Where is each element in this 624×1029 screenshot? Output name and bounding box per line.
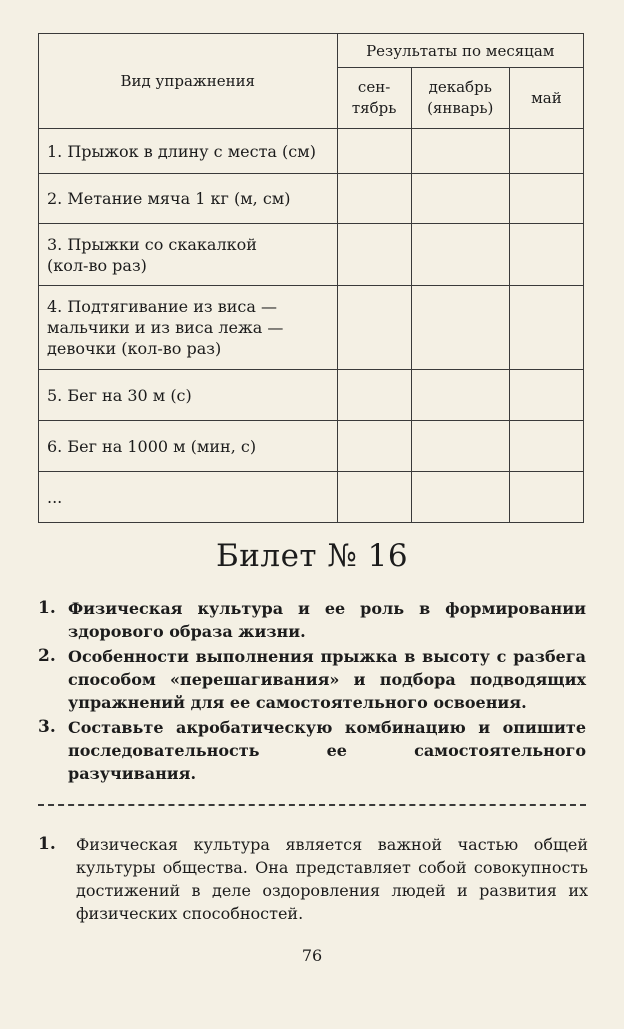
answer-block [38, 833, 588, 925]
result-cell [337, 286, 411, 370]
answer-text: Физическая культура является важной частью общей культуры общества. Она представляет собой совокупность достижений в деле оздоровления людей и развития их физических способностей. [76, 835, 588, 923]
result-cell [337, 421, 411, 472]
ticket-title: Билет № 16 [215, 538, 409, 574]
table-row [39, 472, 584, 523]
question-number: 2. [38, 646, 56, 666]
table-row [39, 174, 584, 224]
exercise-cell: 5. Бег на 30 м (с) [39, 370, 338, 421]
header-results: Результаты по месяцам [337, 34, 583, 68]
header-exercise: Вид упражнения [39, 34, 338, 129]
result-cell [509, 286, 583, 370]
header-month-may: май [509, 68, 583, 129]
result-cell [411, 224, 509, 286]
dashed-divider [38, 804, 586, 806]
result-cell [337, 129, 411, 174]
table-row [39, 286, 584, 370]
result-cell [337, 224, 411, 286]
result-cell [411, 129, 509, 174]
question-number: 1. [38, 598, 56, 618]
result-cell [509, 224, 583, 286]
results-table [38, 33, 584, 523]
question-number: 3. [38, 717, 56, 737]
result-cell [411, 174, 509, 224]
page-number: 76 [301, 946, 323, 965]
table-row [39, 421, 584, 472]
exercise-cell: 2. Метание мяча 1 кг (м, см) [39, 174, 338, 224]
exercise-cell: 3. Прыжки со скакалкой (кол-во раз) [39, 224, 338, 286]
exercise-cell: 4. Подтягивание из виса — мальчики и из виса лежа — девочки (кол-во раз) [39, 286, 338, 370]
header-month-december: декабрь (январь) [411, 68, 509, 129]
result-cell [337, 472, 411, 523]
table-header-row [39, 34, 584, 68]
exercise-cell: 6. Бег на 1000 м (мин, с) [39, 421, 338, 472]
exercise-cell: 1. Прыжок в длину с места (см) [39, 129, 338, 174]
header-month-september: сен- тябрь [337, 68, 411, 129]
question-item [38, 597, 586, 643]
result-cell [411, 370, 509, 421]
result-cell [411, 286, 509, 370]
question-text: Составьте акробатическую комбинацию и опишите последовательность ее самостоятельного разучивания. [68, 718, 586, 783]
table-row [39, 129, 584, 174]
result-cell [509, 421, 583, 472]
question-text: Особенности выполнения прыжка в высоту с разбега способом «перешагивания» и подбора подводящих упражнений для ее самостоятельного освоения. [68, 647, 586, 712]
result-cell [337, 370, 411, 421]
question-text: Физическая культура и ее роль в формировании здорового образа жизни. [68, 599, 586, 641]
answer-number: 1. [38, 834, 56, 854]
result-cell [411, 472, 509, 523]
question-item [38, 645, 586, 714]
question-item [38, 716, 586, 785]
table-row [39, 370, 584, 421]
result-cell [337, 174, 411, 224]
result-cell [509, 129, 583, 174]
result-cell [509, 472, 583, 523]
exercise-cell: ... [39, 472, 338, 523]
result-cell [509, 370, 583, 421]
result-cell [411, 421, 509, 472]
table-row [39, 224, 584, 286]
result-cell [509, 174, 583, 224]
question-list [38, 597, 586, 787]
